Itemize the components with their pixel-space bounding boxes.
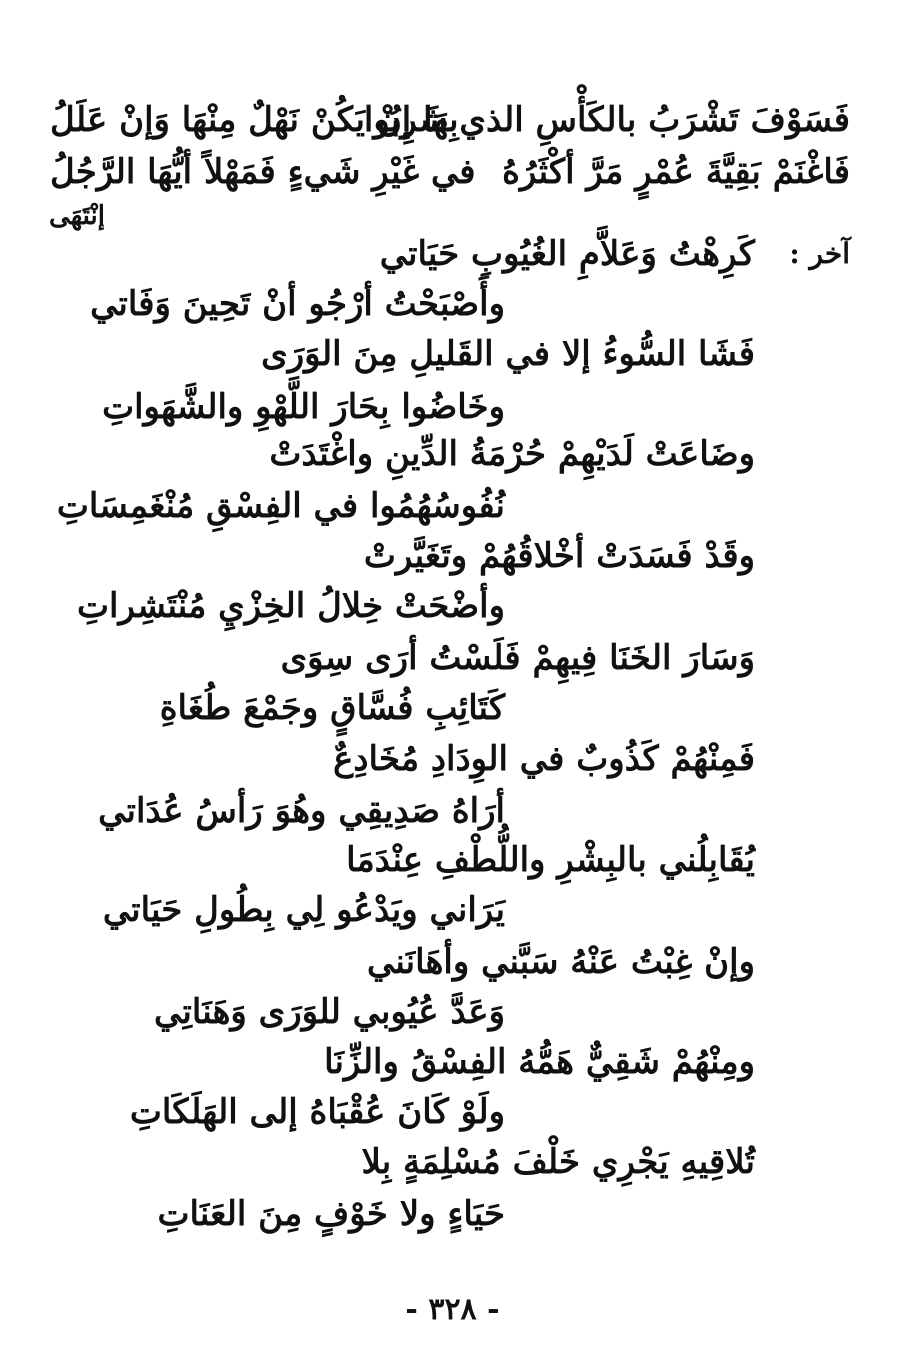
poem-line: وإنْ غِبْتُ عَنْهُ سَبَّني وأهَانَني	[367, 942, 755, 982]
poem-line: حَيَاءٍ ولا خَوْفٍ مِنَ العَنَاتِ	[157, 1194, 505, 1234]
poem-line: يُقَابِلُني بالبِشْرِ واللُّطْفِ عِنْدَمَا	[346, 840, 755, 880]
couplet-2-first-hemistich: فَاغْنَمْ بَقِيَّةَ عُمْرٍ مَرَّ أكْثَرُهُ	[502, 152, 850, 192]
poem-line: يَرَاني ويَدْعُو لِي بِطُولِ حَيَاتي	[102, 890, 505, 930]
poem-line: ومِنْهُمْ شَقِيٌّ هَمُّهُ الفِسْقُ والزِّنَا	[324, 1042, 755, 1082]
poem-line: كَرِهْتُ وَعَلاَّمِ الغُيُوبِ حَيَاتي	[379, 234, 755, 274]
poem-line: وَسَارَ الخَنَا فِيهِمْ فَلَسْتُ أرَى سِوَى	[280, 638, 755, 678]
poem-line: وَعَدَّ عُيُوبي للوَرَى وَهَنَاتِي	[154, 992, 505, 1032]
poem-line: فَشَا السُّوءُ إلا في القَليلِ مِنَ الوَرَى	[261, 334, 755, 374]
end-note: إنْتَهَى	[49, 201, 105, 231]
poem-line: نُفُوسُهُمُوا في الفِسْقِ مُنْغَمِسَاتِ	[56, 486, 505, 526]
couplet-1-second-hemistich: بِهَا إنْ يَكُنْ نَهْلٌ مِنْهَا وَإنْ عَلَلُ	[50, 100, 459, 140]
poem-line: وخَاضُوا بِحَارَ اللَّهْوِ والشَّهَواتِ	[102, 387, 505, 427]
poem-line: ولَوْ كَانَ عُقْبَاهُ إلى الهَلَكَاتِ	[129, 1092, 505, 1132]
poem-line: وضَاعَتْ لَدَيْهِمْ حُرْمَةُ الدِّينِ واغْتَدَتْ	[269, 434, 755, 474]
poem-intro-label: آخر :	[789, 237, 850, 270]
page-number: - ٣٢٨ -	[405, 1292, 500, 1327]
couplet-2-second-hemistich: في غَيْرِ شَيءٍ فَمَهْلاً أيُّهَا الرَّجُلُ	[50, 152, 476, 192]
poem-line: فَمِنْهُمْ كَذُوبٌ في الوِدَادِ مُخَادِعٌ	[333, 739, 755, 779]
poem-line: وأضْحَتْ خِلالُ الخِزْيِ مُنْتَشِراتِ	[77, 586, 505, 626]
poem-line: تُلاقِيهِ يَجْرِي خَلْفَ مُسْلِمَةٍ بِلا	[361, 1142, 755, 1182]
poem-line: وقَدْ فَسَدَتْ أخْلاقُهُمْ وتَغَيَّرتْ	[363, 536, 755, 576]
poem-line: وأَصْبَحْتُ أرْجُو أنْ تَحِينَ وَفَاتي	[90, 284, 505, 324]
couplet-1-first-hemistich: فَسَوْفَ تَشْرَبُ بالكَأْسِ الذي شَرِبُوا	[363, 100, 850, 140]
poem-line: أرَاهُ صَدِيقِي وهُوَ رَأسُ عُدَاتي	[98, 791, 505, 831]
poem-line: كَتَائِبِ فُسَّاقٍ وجَمْعَ طُغَاةِ	[159, 688, 505, 728]
